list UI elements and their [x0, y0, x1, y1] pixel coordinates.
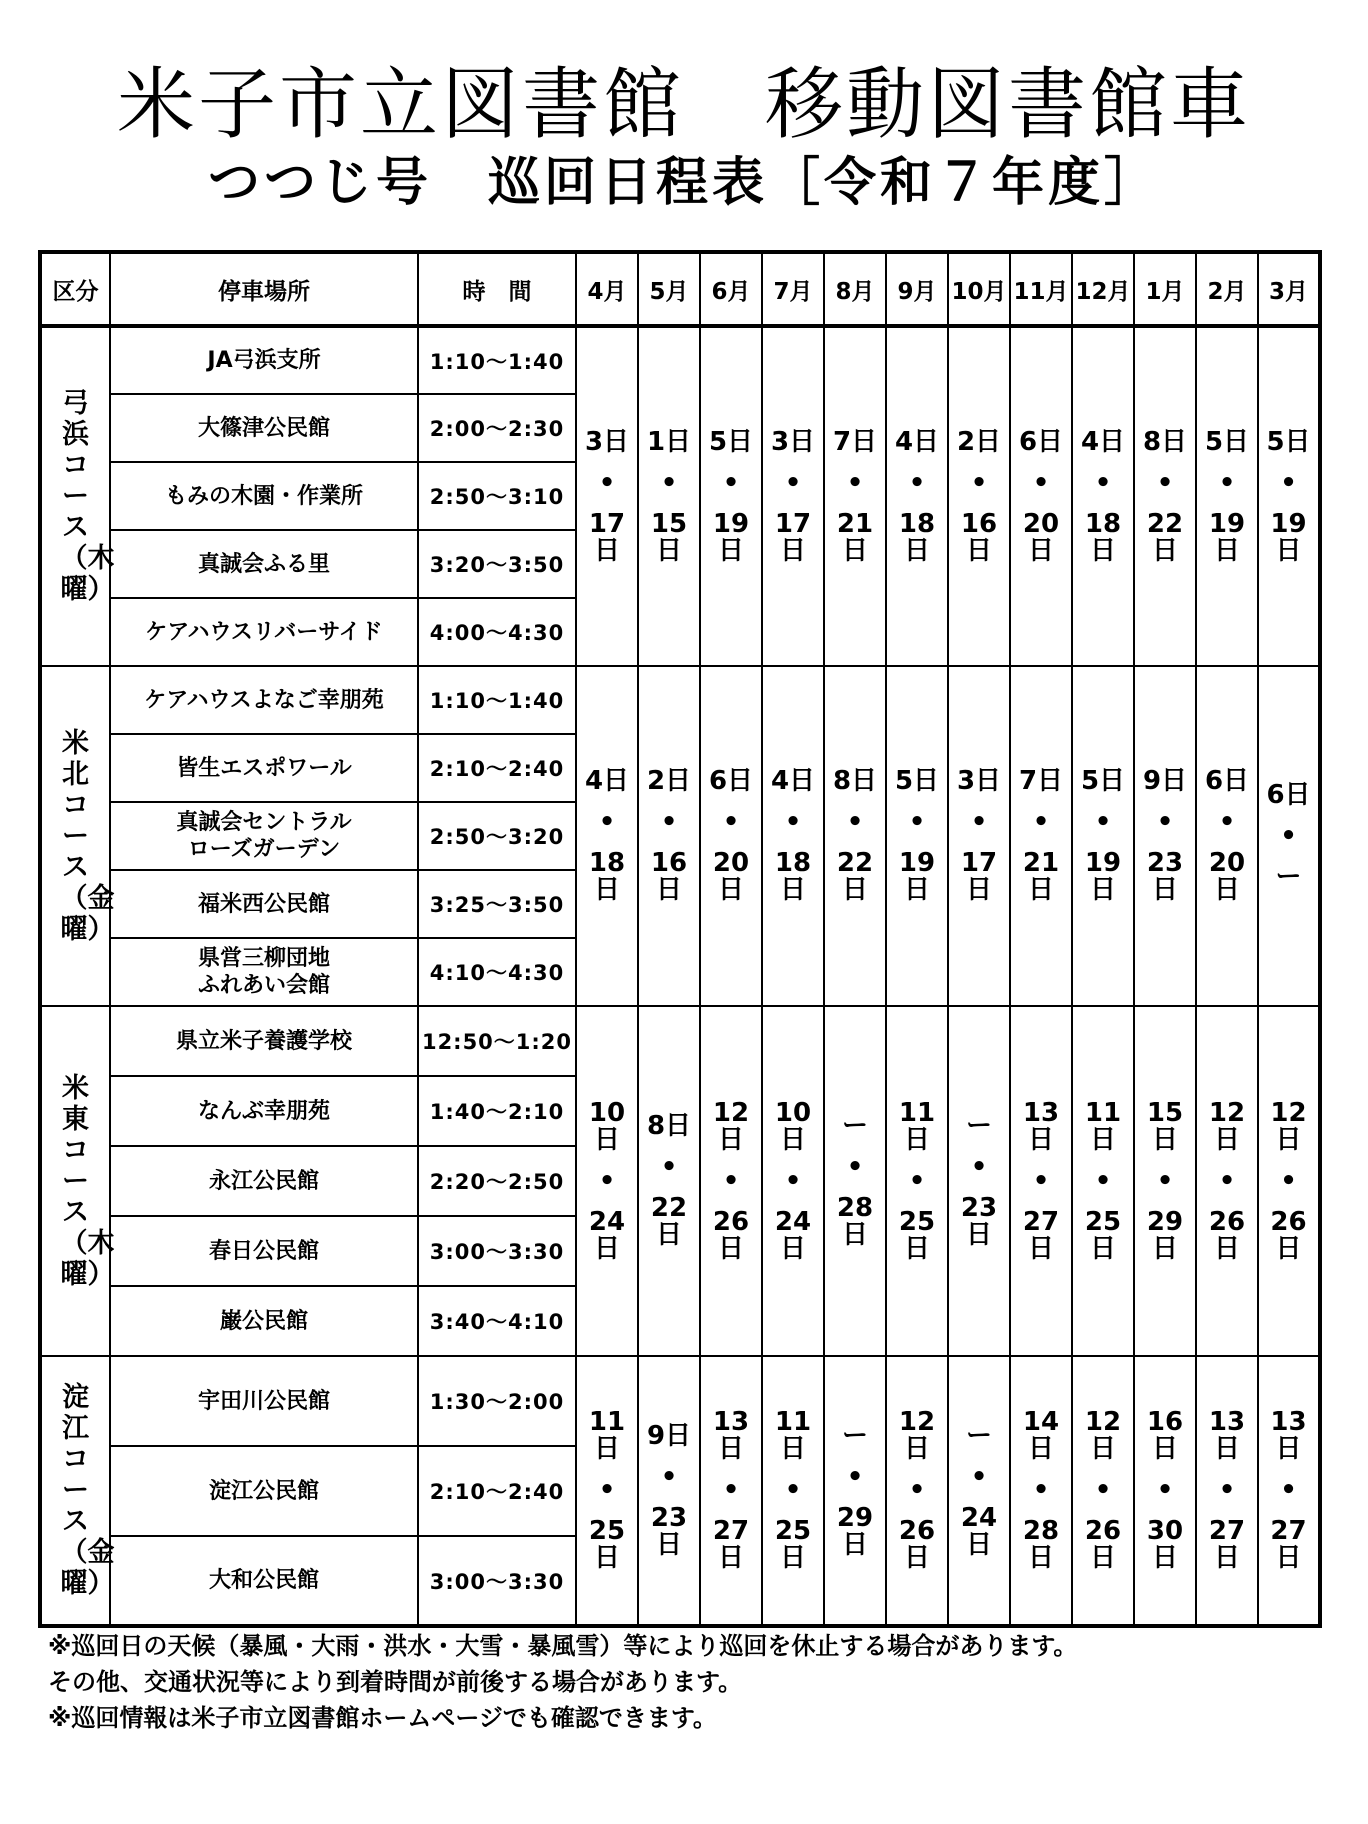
visit-date-first: 3日 — [770, 426, 816, 457]
stop-time: 3:25〜3:50 — [418, 870, 576, 938]
visit-date-first: 12日 — [1208, 1097, 1246, 1155]
visit-date-second: 19日 — [1270, 508, 1307, 566]
schedule-header — [40, 252, 1320, 326]
visit-date-second: 19日 — [898, 848, 936, 905]
stop-name: 真誠会ふる里 — [110, 530, 418, 598]
stop-time: 12:50〜1:20 — [418, 1006, 576, 1076]
header-month: 2月 — [1196, 252, 1258, 326]
stop-name: なんぶ幸朋苑 — [110, 1076, 418, 1146]
visit-date-second: 26日 — [1084, 1516, 1122, 1573]
header-month: 6月 — [700, 252, 762, 326]
visit-date-second: 23日 — [960, 1193, 998, 1250]
stop-time: 3:20〜3:50 — [418, 530, 576, 598]
visit-dates — [576, 326, 638, 666]
stop-name: 宇田川公民館 — [110, 1356, 418, 1446]
visit-date-first: 8日 — [646, 1111, 692, 1141]
date-separator-dot: • — [846, 467, 864, 498]
date-separator-dot: • — [1094, 1475, 1112, 1505]
visit-date-first: 4日 — [1080, 426, 1126, 457]
date-separator-dot: • — [908, 807, 926, 837]
visit-dates — [1258, 1006, 1320, 1356]
stop-time: 1:10〜1:40 — [418, 326, 576, 394]
date-separator-dot: • — [1280, 820, 1297, 851]
visit-date-first: 6日 — [1018, 426, 1064, 457]
date-separator-dot: • — [1156, 807, 1174, 837]
visit-dates — [824, 1006, 886, 1356]
visit-dates — [700, 1356, 762, 1626]
visit-date-first: 13日 — [1208, 1407, 1246, 1464]
visit-date-second: 30日 — [1146, 1516, 1184, 1573]
visit-date-second: 26日 — [1208, 1206, 1246, 1264]
header-time: 時 間 — [418, 252, 576, 326]
visit-dates — [948, 1356, 1010, 1626]
date-separator-dot: • — [970, 1152, 988, 1182]
stop-time: 2:20〜2:50 — [418, 1146, 576, 1216]
visit-date-second: 24日 — [774, 1206, 812, 1264]
date-separator-dot: • — [846, 1152, 864, 1182]
header-month: 5月 — [638, 252, 700, 326]
stop-name: 福米西公民館 — [110, 870, 418, 938]
header-month: 12月 — [1072, 252, 1134, 326]
visit-dates — [886, 326, 948, 666]
visit-dates — [1196, 1356, 1258, 1626]
visit-date-first: 4日 — [770, 766, 816, 796]
date-separator-dot: • — [784, 1475, 802, 1505]
visit-date-second: 18日 — [898, 508, 936, 566]
date-separator-dot: • — [1032, 807, 1050, 837]
stop-time: 3:00〜3:30 — [418, 1536, 576, 1626]
visit-date-second: 20日 — [712, 848, 750, 905]
visit-dates — [1072, 1006, 1134, 1356]
visit-dates — [1134, 1006, 1196, 1356]
visit-dates — [1258, 1356, 1320, 1626]
course-name-label: 米北コース（金曜） — [60, 727, 115, 945]
stop-name: 県営三柳団地 ふれあい会館 — [110, 938, 418, 1006]
note-line: その他、交通状況等により到着時間が前後する場合があります。 — [48, 1668, 743, 1696]
date-separator-dot: • — [1218, 807, 1236, 837]
stop-time: 3:40〜4:10 — [418, 1286, 576, 1356]
visit-date-first: 9日 — [1142, 766, 1188, 796]
stop-name: 春日公民館 — [110, 1216, 418, 1286]
note-line: ※巡回情報は米子市立図書館ホームページでも確認できます。 — [48, 1704, 717, 1732]
date-separator-dot: • — [846, 807, 864, 837]
stop-name: 県立米子養護学校 — [110, 1006, 418, 1076]
stop-time: 1:30〜2:00 — [418, 1356, 576, 1446]
date-separator-dot: • — [1218, 1475, 1236, 1505]
visit-date-second: 19日 — [1084, 848, 1122, 905]
visit-dates — [1134, 326, 1196, 666]
date-separator-dot: • — [1156, 1475, 1174, 1505]
date-separator-dot: • — [598, 1165, 616, 1196]
stop-name: 淀江公民館 — [110, 1446, 418, 1536]
visit-date-second: 26日 — [898, 1516, 936, 1573]
date-separator-dot: • — [598, 807, 616, 837]
visit-date-first: 9日 — [646, 1420, 692, 1451]
header-month: 9月 — [886, 252, 948, 326]
visit-date-second: 22日 — [836, 848, 874, 905]
visit-date-first: 3日 — [584, 426, 630, 457]
date-separator-dot: • — [1156, 1165, 1174, 1196]
course-name — [40, 326, 115, 666]
visit-date-first: 11日 — [1084, 1097, 1122, 1155]
visit-dates — [824, 1356, 886, 1626]
visit-date-second: 24日 — [588, 1206, 626, 1264]
visit-date-second: 15日 — [650, 508, 688, 566]
visit-date-first: 16日 — [1146, 1407, 1184, 1464]
visit-date-first: 13日 — [1022, 1097, 1060, 1155]
course-name-label: 弓浜コース（木曜） — [60, 388, 115, 605]
date-separator-dot: • — [784, 467, 802, 498]
visit-dates — [1258, 666, 1320, 1006]
schedule-table — [38, 250, 1322, 1628]
visit-dates — [1258, 326, 1320, 666]
date-separator-dot: • — [1032, 1475, 1050, 1505]
visit-date-first: ー — [841, 1420, 868, 1451]
date-separator-dot: • — [1094, 807, 1112, 837]
schedule-body — [40, 326, 1320, 1626]
date-separator-dot: • — [660, 467, 678, 498]
visit-date-second: 20日 — [1208, 848, 1246, 905]
date-separator-dot: • — [1280, 467, 1297, 498]
visit-dates — [638, 1356, 700, 1626]
visit-date-second: 20日 — [1022, 508, 1060, 566]
visit-date-second: ー — [1275, 861, 1302, 892]
stop-time: 2:10〜2:40 — [418, 734, 576, 802]
stop-row — [40, 1006, 1320, 1076]
stop-row — [40, 1356, 1320, 1446]
date-separator-dot: • — [1218, 467, 1236, 498]
date-separator-dot: • — [1218, 1165, 1236, 1196]
visit-date-second: 25日 — [1084, 1206, 1122, 1264]
course-name — [40, 1006, 115, 1356]
date-separator-dot: • — [970, 807, 988, 837]
stop-name: JA弓浜支所 — [110, 326, 418, 394]
visit-date-second: 16日 — [960, 508, 998, 566]
visit-date-second: 26日 — [712, 1206, 750, 1264]
visit-dates — [886, 666, 948, 1006]
visit-dates — [1072, 1356, 1134, 1626]
visit-date-second: 27日 — [1208, 1516, 1246, 1573]
stop-row — [40, 666, 1320, 734]
visit-date-first: ー — [965, 1111, 992, 1141]
visit-date-second: 17日 — [774, 508, 812, 566]
visit-date-second: 19日 — [712, 508, 750, 566]
header-month: 11月 — [1010, 252, 1072, 326]
stop-time: 4:00〜4:30 — [418, 598, 576, 666]
stop-time: 4:10〜4:30 — [418, 938, 576, 1006]
visit-dates — [700, 326, 762, 666]
visit-date-first: 7日 — [1018, 766, 1064, 796]
visit-dates — [1072, 326, 1134, 666]
date-separator-dot: • — [908, 1475, 926, 1505]
stop-name: 永江公民館 — [110, 1146, 418, 1216]
visit-date-first: ー — [841, 1111, 868, 1141]
date-separator-dot: • — [970, 467, 988, 498]
stop-name: 皆生エスポワール — [110, 734, 418, 802]
visit-dates — [762, 666, 824, 1006]
course-name-label: 米東コース（木曜） — [60, 1072, 115, 1290]
header-month: 4月 — [576, 252, 638, 326]
visit-dates — [762, 326, 824, 666]
date-separator-dot: • — [722, 467, 740, 498]
date-separator-dot: • — [1280, 1475, 1297, 1505]
stop-time: 3:00〜3:30 — [418, 1216, 576, 1286]
visit-date-first: 8日 — [832, 766, 878, 796]
visit-dates — [948, 326, 1010, 666]
visit-date-second: 25日 — [774, 1516, 812, 1573]
visit-date-first: 5日 — [1080, 766, 1126, 796]
visit-date-first: 5日 — [1204, 426, 1250, 457]
visit-date-first: 10日 — [588, 1097, 626, 1155]
visit-date-first: 6日 — [1204, 766, 1250, 796]
date-separator-dot: • — [1032, 467, 1050, 498]
stop-name: 真誠会セントラル ローズガーデン — [110, 802, 418, 870]
header-month: 7月 — [762, 252, 824, 326]
page-subtitle: つつじ号 巡回日程表［令和７年度］ — [207, 153, 1160, 213]
visit-dates — [948, 666, 1010, 1006]
stop-name: ケアハウスリバーサイド — [110, 598, 418, 666]
visit-date-first: 14日 — [1022, 1407, 1060, 1464]
date-separator-dot: • — [1094, 467, 1112, 498]
visit-date-first: 4日 — [584, 766, 630, 796]
visit-date-first: 12日 — [1084, 1407, 1122, 1464]
notes — [48, 1628, 1077, 1736]
visit-date-second: 28日 — [1022, 1516, 1060, 1573]
visit-date-first: 5日 — [708, 426, 754, 457]
date-separator-dot: • — [598, 1475, 616, 1505]
visit-date-second: 27日 — [1022, 1206, 1060, 1264]
visit-dates — [576, 1006, 638, 1356]
date-separator-dot: • — [784, 1165, 802, 1196]
visit-date-second: 27日 — [712, 1516, 750, 1573]
visit-date-second: 23日 — [1146, 848, 1184, 905]
course-name-label: 淀江コース（金曜） — [60, 1382, 115, 1599]
visit-dates — [1134, 1356, 1196, 1626]
visit-dates — [1196, 666, 1258, 1006]
visit-date-second: 29日 — [836, 1502, 874, 1560]
visit-dates — [762, 1006, 824, 1356]
visit-dates — [886, 1356, 948, 1626]
stop-time: 2:10〜2:40 — [418, 1446, 576, 1536]
visit-date-second: 23日 — [650, 1502, 688, 1560]
visit-dates — [1010, 1006, 1072, 1356]
visit-date-first: 5日 — [894, 766, 940, 796]
date-separator-dot: • — [660, 1461, 678, 1492]
visit-date-first: 3日 — [956, 766, 1002, 796]
date-separator-dot: • — [722, 807, 740, 837]
visit-dates — [824, 326, 886, 666]
visit-dates — [1010, 666, 1072, 1006]
visit-dates — [638, 326, 700, 666]
visit-date-second: 21日 — [1022, 848, 1060, 905]
date-separator-dot: • — [660, 1152, 678, 1182]
header-month: 10月 — [948, 252, 1010, 326]
visit-date-second: 21日 — [836, 508, 874, 566]
visit-date-second: 28日 — [836, 1193, 874, 1250]
stop-name: 大和公民館 — [110, 1536, 418, 1626]
visit-date-first: 7日 — [832, 426, 878, 457]
header-row — [40, 252, 1320, 326]
date-separator-dot: • — [598, 467, 616, 498]
header-month: 1月 — [1134, 252, 1196, 326]
header-category: 区分 — [40, 252, 110, 326]
visit-date-first: 2日 — [646, 766, 692, 796]
stop-row — [40, 326, 1320, 394]
visit-date-first: 4日 — [894, 426, 940, 457]
note-line: ※巡回日の天候（暴風・大雨・洪水・大雪・暴風雪）等により巡回を休止する場合があります。 — [48, 1632, 1078, 1660]
visit-date-second: 27日 — [1270, 1516, 1307, 1573]
visit-date-first: 13日 — [1270, 1407, 1307, 1464]
visit-date-first: 12日 — [1270, 1097, 1307, 1155]
date-separator-dot: • — [846, 1461, 864, 1492]
visit-date-second: 25日 — [588, 1516, 626, 1573]
visit-date-first: 1日 — [646, 426, 692, 457]
visit-date-second: 25日 — [898, 1206, 936, 1264]
visit-dates — [1134, 666, 1196, 1006]
visit-date-first: 6日 — [1266, 779, 1311, 810]
visit-date-first: 2日 — [956, 426, 1002, 457]
date-separator-dot: • — [1280, 1165, 1297, 1196]
stop-time: 2:50〜3:20 — [418, 802, 576, 870]
visit-date-second: 17日 — [960, 848, 998, 905]
visit-date-second: 18日 — [1084, 508, 1122, 566]
visit-dates — [638, 1006, 700, 1356]
stop-name: 大篠津公民館 — [110, 394, 418, 462]
visit-date-first: 11日 — [774, 1407, 812, 1464]
visit-date-first: 10日 — [774, 1097, 812, 1155]
stop-name: ケアハウスよなご幸朋苑 — [110, 666, 418, 734]
visit-dates — [1072, 666, 1134, 1006]
stop-time: 1:40〜2:10 — [418, 1076, 576, 1146]
stop-time: 2:00〜2:30 — [418, 394, 576, 462]
date-separator-dot: • — [722, 1165, 740, 1196]
visit-dates — [762, 1356, 824, 1626]
stop-time: 2:50〜3:10 — [418, 462, 576, 530]
date-separator-dot: • — [1156, 467, 1174, 498]
date-separator-dot: • — [908, 467, 926, 498]
visit-dates — [700, 1006, 762, 1356]
visit-date-first: ー — [965, 1420, 992, 1451]
course-name — [40, 666, 115, 1006]
visit-dates — [576, 1356, 638, 1626]
visit-date-first: 12日 — [712, 1097, 750, 1155]
header-month: 8月 — [824, 252, 886, 326]
visit-date-first: 11日 — [898, 1097, 936, 1155]
visit-dates — [576, 666, 638, 1006]
visit-date-second: 19日 — [1208, 508, 1246, 566]
visit-dates — [700, 666, 762, 1006]
visit-date-second: 22日 — [650, 1193, 688, 1250]
visit-date-second: 22日 — [1146, 508, 1184, 566]
visit-date-first: 15日 — [1146, 1097, 1184, 1155]
course-name — [40, 1356, 115, 1626]
visit-dates — [1010, 1356, 1072, 1626]
visit-dates — [1010, 326, 1072, 666]
visit-date-second: 17日 — [588, 508, 626, 566]
visit-date-first: 12日 — [898, 1407, 936, 1464]
date-separator-dot: • — [970, 1461, 988, 1492]
visit-dates — [948, 1006, 1010, 1356]
date-separator-dot: • — [660, 807, 678, 837]
stop-name: もみの木園・作業所 — [110, 462, 418, 530]
visit-date-first: 11日 — [588, 1407, 626, 1464]
header-stop: 停車場所 — [110, 252, 418, 326]
visit-dates — [886, 1006, 948, 1356]
visit-date-second: 29日 — [1146, 1206, 1184, 1264]
header-month: 3月 — [1258, 252, 1320, 326]
visit-dates — [824, 666, 886, 1006]
date-separator-dot: • — [1032, 1165, 1050, 1196]
visit-dates — [1196, 326, 1258, 666]
visit-date-second: 18日 — [588, 848, 626, 905]
visit-dates — [1196, 1006, 1258, 1356]
date-separator-dot: • — [908, 1165, 926, 1196]
page-title: 米子市立図書館 移動図書館車 — [116, 60, 1251, 150]
date-separator-dot: • — [722, 1475, 740, 1505]
visit-date-second: 16日 — [650, 848, 688, 905]
visit-date-second: 18日 — [774, 848, 812, 905]
stop-name: 巌公民館 — [110, 1286, 418, 1356]
visit-date-second: 26日 — [1270, 1206, 1307, 1264]
visit-dates — [638, 666, 700, 1006]
visit-date-first: 5日 — [1266, 426, 1311, 457]
date-separator-dot: • — [1094, 1165, 1112, 1196]
visit-date-second: 24日 — [960, 1502, 998, 1560]
date-separator-dot: • — [784, 807, 802, 837]
visit-date-first: 6日 — [708, 766, 754, 796]
visit-date-first: 13日 — [712, 1407, 750, 1464]
visit-date-first: 8日 — [1142, 426, 1188, 457]
stop-time: 1:10〜1:40 — [418, 666, 576, 734]
